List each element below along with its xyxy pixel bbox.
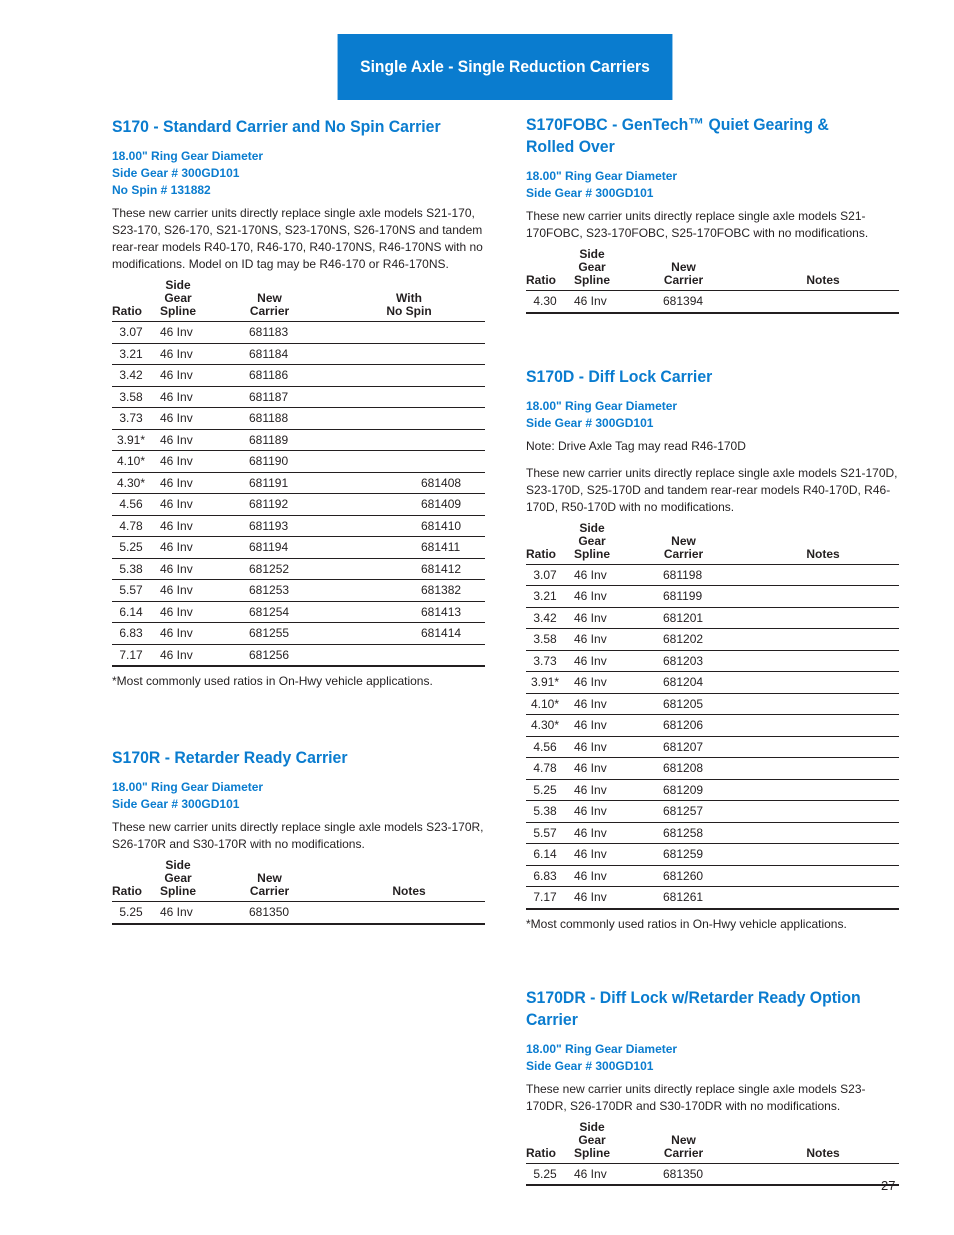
spec-side-gear: Side Gear # 300GD101 [112,166,240,180]
col-new-line2: Carrier [663,1145,704,1160]
cell-with-no-spin: 681412 [333,558,485,580]
cell-new-carrier: 681205 [620,693,747,715]
col-new-line2: Carrier [663,273,704,287]
cell-new-carrier: 681187 [206,386,333,408]
col-ratio: Ratio [526,522,564,565]
cell-ratio: 4.30* [526,715,564,737]
section-title: S170DR - Diff Lock w/Retarder Ready Option Carrier [526,987,861,1029]
col-ratio: Ratio [526,1121,564,1164]
table-row [112,365,485,387]
spec-list [526,398,899,432]
table-row [526,693,899,715]
table-row [526,715,899,737]
col-notes: Notes [747,1121,899,1164]
cell-with-no-spin: 681413 [333,601,485,623]
cell-with-no-spin [333,365,485,387]
cell-new-carrier: 681188 [206,408,333,430]
spec-side-gear: Side Gear # 300GD101 [526,186,654,200]
table-row [526,887,899,909]
table-row [526,650,899,672]
cell-notes [747,629,899,651]
spec-ring-gear: 18.00" Ring Gear Diameter [112,780,264,794]
cell-side-gear-spline: 46 Inv [564,715,620,737]
cell-new-carrier: 681256 [206,644,333,666]
cell-new-carrier: 681202 [620,629,747,651]
cell-notes [333,902,485,924]
spec-list [526,1041,899,1075]
spec-side-gear: Side Gear # 300GD101 [526,1058,654,1073]
section-s170dr [526,987,899,1187]
section-title: S170R - Retarder Ready Carrier [112,748,348,767]
cell-new-carrier: 681257 [620,801,747,823]
cell-new-carrier: 681258 [620,822,747,844]
cell-side-gear-spline: 46 Inv [150,558,206,580]
col-side-gear-line2: Spline [159,304,196,318]
spec-no-spin: No Spin # 131882 [112,183,211,197]
cell-new-carrier: 681252 [206,558,333,580]
col-new-line1: New [671,260,696,274]
cell-notes [747,693,899,715]
cell-side-gear-spline: 46 Inv [564,844,620,866]
col-side-gear-spline [564,248,620,291]
cell-new-carrier: 681184 [206,343,333,365]
cell-new-carrier: 681208 [620,758,747,780]
cell-with-no-spin: 681382 [333,580,485,602]
table-row [112,386,485,408]
cell-side-gear-spline: 46 Inv [564,586,620,608]
cell-new-carrier: 681186 [206,365,333,387]
cell-new-carrier: 681259 [620,844,747,866]
cell-new-carrier: 681254 [206,601,333,623]
table-row [526,629,899,651]
cell-notes [747,779,899,801]
parts-table [526,1121,899,1187]
cell-notes [747,291,899,313]
col-with-no-spin [333,279,485,322]
table-row [526,291,899,313]
col-new-line2: Carrier [663,546,704,561]
table-row [112,623,485,645]
cell-ratio: 7.17 [526,887,564,909]
cell-ratio: 3.73 [526,650,564,672]
table-row [526,586,899,608]
cell-new-carrier: 681206 [620,715,747,737]
cell-ratio: 4.10* [526,693,564,715]
cell-ratio: 5.57 [526,822,564,844]
col-with-line1: With [396,291,422,305]
footnote: *Most commonly used ratios in On-Hwy vehicle applications. [526,916,847,931]
spec-ring-gear: 18.00" Ring Gear Diameter [526,1041,678,1056]
table-row [526,607,899,629]
cell-side-gear-spline: 46 Inv [564,1163,620,1185]
table-header [526,522,899,565]
table-row [112,322,485,344]
cell-ratio: 6.14 [112,601,150,623]
cell-ratio: 4.30 [526,291,564,313]
footnote: *Most commonly used ratios in On-Hwy vehicle applications. [112,674,433,688]
cell-side-gear-spline: 46 Inv [564,779,620,801]
cell-with-no-spin: 681409 [333,494,485,516]
col-notes: Notes [747,522,899,565]
cell-side-gear-spline: 46 Inv [150,386,206,408]
cell-side-gear-spline: 46 Inv [564,672,620,694]
cell-notes [747,758,899,780]
cell-side-gear-spline: 46 Inv [150,472,206,494]
cell-new-carrier: 681204 [620,672,747,694]
cell-new-carrier: 681203 [620,650,747,672]
cell-new-carrier: 681207 [620,736,747,758]
cell-ratio: 4.10* [112,451,150,473]
table-row [526,822,899,844]
cell-new-carrier: 681192 [206,494,333,516]
col-new-line1: New [671,1132,696,1147]
table-row [112,601,485,623]
section-banner: Single Axle - Single Reduction Carriers [338,34,673,100]
col-side-gear-spline [564,1121,620,1164]
left-column [112,116,485,925]
table-row [112,537,485,559]
col-new-carrier [620,248,747,291]
cell-ratio: 5.38 [112,558,150,580]
cell-side-gear-spline: 46 Inv [564,887,620,909]
cell-ratio: 3.42 [112,365,150,387]
table-row [112,343,485,365]
cell-ratio: 5.57 [112,580,150,602]
cell-notes [747,736,899,758]
cell-with-no-spin [333,451,485,473]
cell-new-carrier: 681255 [206,623,333,645]
section-description: These new carrier units directly replace single axle models S21-170, S23-170, S26-170, S21-170NS, S23-170NS, S26-170NS and tandem rear-rear models R40-170, R46-170, R40-170NS, R46-170NS with no modifications. Model on ID tag may be R46-170 or R46-170NS. [112,206,483,271]
section-s170fobc [526,114,899,314]
cell-ratio: 3.58 [526,629,564,651]
cell-notes [747,650,899,672]
cell-ratio: 5.25 [112,902,150,924]
cell-ratio: 4.78 [112,515,150,537]
cell-side-gear-spline: 46 Inv [150,537,206,559]
col-new-line1: New [257,291,282,305]
cell-side-gear-spline: 46 Inv [150,408,206,430]
table-row [112,515,485,537]
col-side-gear-line1: Side Gear [578,247,606,274]
cell-notes [747,822,899,844]
cell-side-gear-spline: 46 Inv [564,865,620,887]
cell-new-carrier: 681199 [620,586,747,608]
section-description: These new carrier units directly replace single axle models S23-170R, S26-170R and S30-170R with no modifications. [112,820,484,851]
cell-with-no-spin: 681410 [333,515,485,537]
cell-ratio: 3.21 [112,343,150,365]
cell-ratio: 5.25 [526,779,564,801]
col-new-line2: Carrier [249,304,290,318]
cell-ratio: 6.83 [526,865,564,887]
cell-side-gear-spline: 46 Inv [150,322,206,344]
spec-list [112,148,485,199]
col-side-gear-spline [150,279,206,322]
cell-side-gear-spline: 46 Inv [150,429,206,451]
table-row [526,672,899,694]
table-row [526,736,899,758]
cell-ratio: 3.73 [112,408,150,430]
table-header [526,248,899,291]
col-new-carrier [206,859,333,902]
cell-side-gear-spline: 46 Inv [150,902,206,924]
section-description: These new carrier units directly replace single axle models S21-170FOBC, S23-170FOBC, S25-170FOBC with no modifications. [526,209,869,240]
table-row [526,844,899,866]
cell-side-gear-spline: 46 Inv [564,291,620,313]
table-row [112,558,485,580]
cell-side-gear-spline: 46 Inv [564,650,620,672]
table-row [112,902,485,924]
spec-side-gear: Side Gear # 300GD101 [112,797,240,811]
section-description: These new carrier units directly replace single axle models S21-170D, S23-170D, S25-170D and tandem rear-rear models R40-170D, R46-170D, R50-170D with no modifications. [526,465,898,514]
col-side-gear-line2: Spline [573,546,610,561]
cell-ratio: 4.56 [112,494,150,516]
col-side-gear-line2: Spline [159,884,196,898]
cell-notes [747,844,899,866]
spec-list [112,779,485,813]
cell-new-carrier: 681260 [620,865,747,887]
cell-ratio: 3.07 [112,322,150,344]
cell-new-carrier: 681193 [206,515,333,537]
table-row [526,779,899,801]
cell-ratio: 3.42 [526,607,564,629]
cell-side-gear-spline: 46 Inv [564,607,620,629]
cell-notes [747,1163,899,1185]
table-row [526,758,899,780]
cell-new-carrier: 681191 [206,472,333,494]
cell-with-no-spin [333,322,485,344]
table-row [526,865,899,887]
page-number: 27 [881,1178,896,1193]
cell-ratio: 5.25 [526,1163,564,1185]
col-new-line1: New [257,871,282,885]
table-row [526,801,899,823]
table-row [112,644,485,666]
col-new-line1: New [671,533,696,548]
cell-new-carrier: 681350 [620,1163,747,1185]
cell-ratio: 3.58 [112,386,150,408]
parts-table [526,522,899,910]
cell-new-carrier: 681209 [620,779,747,801]
section-s170r [112,747,485,925]
cell-ratio: 3.21 [526,586,564,608]
section-description: These new carrier units directly replace single axle models S23-170DR, S26-170DR and S30-170DR with no modifications. [526,1081,866,1113]
cell-side-gear-spline: 46 Inv [564,822,620,844]
col-side-gear-spline [150,859,206,902]
parts-table [112,279,485,667]
cell-new-carrier: 681201 [620,607,747,629]
col-side-gear-line1: Side Gear [578,1119,606,1147]
cell-side-gear-spline: 46 Inv [150,644,206,666]
cell-side-gear-spline: 46 Inv [150,343,206,365]
table-row [526,1163,899,1185]
col-ratio: Ratio [112,859,150,902]
cell-with-no-spin: 681414 [333,623,485,645]
cell-with-no-spin: 681408 [333,472,485,494]
cell-side-gear-spline: 46 Inv [150,365,206,387]
col-new-carrier [620,522,747,565]
col-new-carrier [620,1121,747,1164]
col-side-gear-spline [564,522,620,565]
parts-table [112,859,485,925]
section-title: S170 - Standard Carrier and No Spin Carrier [112,117,441,136]
cell-side-gear-spline: 46 Inv [150,580,206,602]
col-side-gear-line2: Spline [573,273,610,287]
table-row [112,494,485,516]
cell-ratio: 3.07 [526,564,564,586]
cell-side-gear-spline: 46 Inv [564,801,620,823]
cell-notes [747,715,899,737]
cell-new-carrier: 681190 [206,451,333,473]
cell-side-gear-spline: 46 Inv [150,451,206,473]
spec-side-gear: Side Gear # 300GD101 [526,415,654,430]
table-row [526,564,899,586]
right-column [526,114,899,1186]
cell-new-carrier: 681261 [620,887,747,909]
cell-ratio: 6.14 [526,844,564,866]
cell-new-carrier: 681394 [620,291,747,313]
cell-with-no-spin [333,429,485,451]
col-side-gear-line1: Side Gear [164,858,192,885]
col-ratio: Ratio [526,248,564,291]
col-side-gear-line1: Side Gear [578,520,606,548]
cell-notes [747,887,899,909]
cell-new-carrier: 681189 [206,429,333,451]
table-header [112,279,485,322]
col-side-gear-line1: Side Gear [164,278,192,305]
table-row [112,580,485,602]
cell-side-gear-spline: 46 Inv [564,758,620,780]
cell-ratio: 3.91* [112,429,150,451]
cell-side-gear-spline: 46 Inv [150,494,206,516]
cell-new-carrier: 681198 [620,564,747,586]
cell-ratio: 4.56 [526,736,564,758]
table-row [112,472,485,494]
cell-ratio: 3.91* [526,672,564,694]
col-new-line2: Carrier [249,884,290,898]
col-ratio: Ratio [112,279,150,322]
table-header [112,859,485,902]
cell-notes [747,865,899,887]
cell-side-gear-spline: 46 Inv [564,629,620,651]
spec-list [526,168,899,202]
table-row [112,429,485,451]
spec-ring-gear: 18.00" Ring Gear Diameter [526,398,678,413]
cell-notes [747,801,899,823]
section-note: Note: Drive Axle Tag may read R46-170D [526,438,746,453]
section-s170d [526,366,899,933]
cell-ratio: 5.38 [526,801,564,823]
cell-side-gear-spline: 46 Inv [150,515,206,537]
cell-side-gear-spline: 46 Inv [564,693,620,715]
cell-new-carrier: 681350 [206,902,333,924]
col-with-line2: No Spin [386,304,432,318]
cell-new-carrier: 681253 [206,580,333,602]
cell-notes [747,586,899,608]
cell-notes [747,672,899,694]
cell-with-no-spin: 681411 [333,537,485,559]
cell-side-gear-spline: 46 Inv [150,623,206,645]
col-new-carrier [206,279,333,322]
spec-ring-gear: 18.00" Ring Gear Diameter [526,169,678,183]
parts-table [526,248,899,314]
cell-with-no-spin [333,386,485,408]
cell-ratio: 4.78 [526,758,564,780]
table-row [112,451,485,473]
cell-ratio: 6.83 [112,623,150,645]
cell-notes [747,607,899,629]
table-row [112,408,485,430]
section-title: S170D - Diff Lock Carrier [526,366,713,386]
cell-ratio: 7.17 [112,644,150,666]
cell-with-no-spin [333,343,485,365]
cell-new-carrier: 681183 [206,322,333,344]
section-title: S170FOBC - GenTech™ Quiet Gearing & Rolled Over [526,115,829,156]
col-side-gear-line2: Spline [573,1145,610,1160]
cell-ratio: 5.25 [112,537,150,559]
cell-with-no-spin [333,408,485,430]
cell-notes [747,564,899,586]
col-notes: Notes [747,248,899,291]
cell-new-carrier: 681194 [206,537,333,559]
table-header [526,1121,899,1164]
cell-side-gear-spline: 46 Inv [564,564,620,586]
section-s170 [112,116,485,690]
col-notes: Notes [333,859,485,902]
spec-ring-gear: 18.00" Ring Gear Diameter [112,149,264,163]
cell-with-no-spin [333,644,485,666]
cell-ratio: 4.30* [112,472,150,494]
cell-side-gear-spline: 46 Inv [150,601,206,623]
cell-side-gear-spline: 46 Inv [564,736,620,758]
